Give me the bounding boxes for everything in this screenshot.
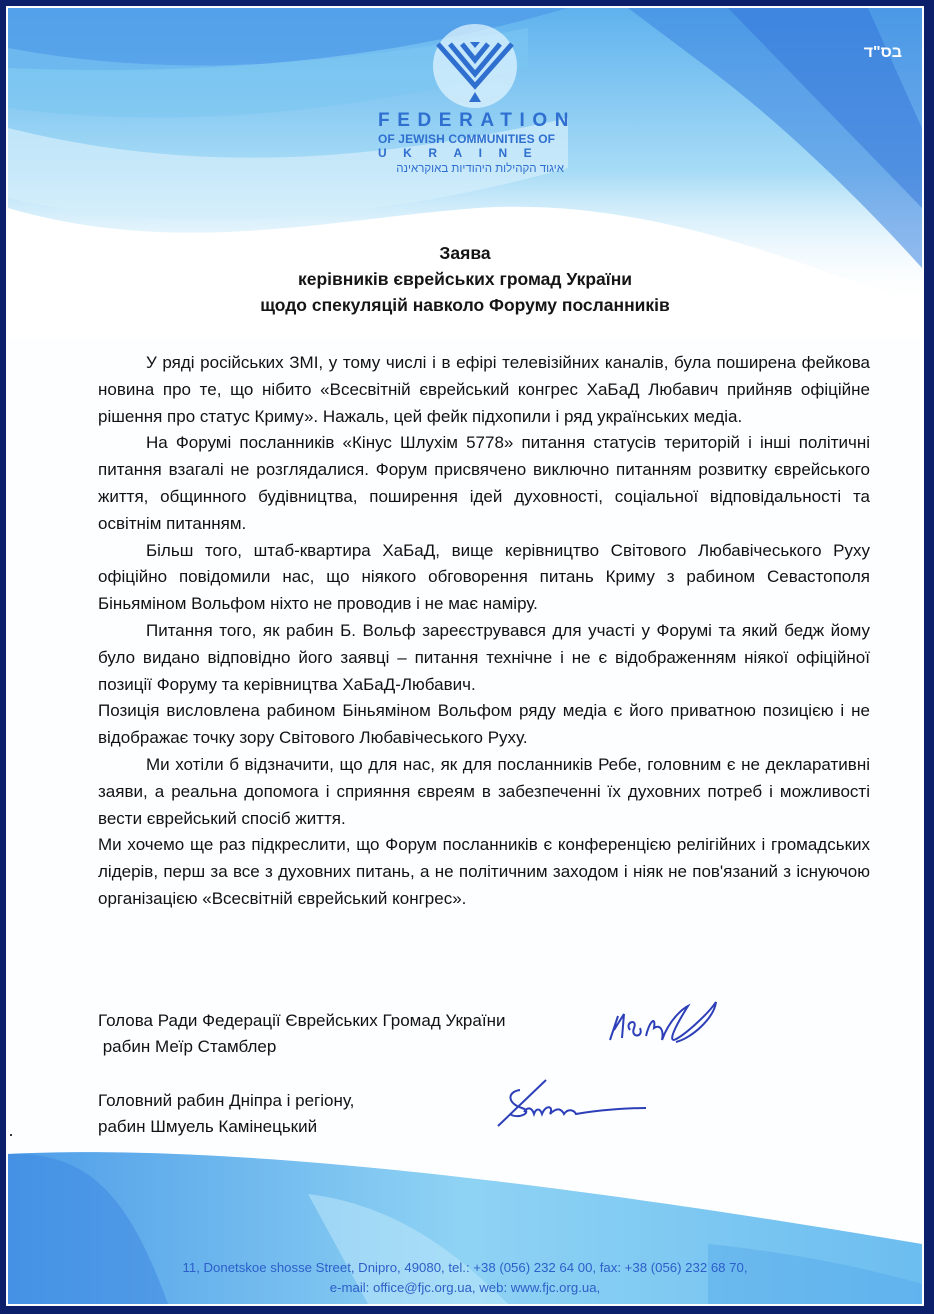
footer-email-web: e-mail: office@fjc.org.ua, web: www.fjc.org.ua, [329,1280,601,1295]
menorah-logo-icon [420,24,530,104]
paragraph-forum-topics: На Форумі посланників «Кінус Шлухім 5778» питання статусів територій і інші політичні питання взагалі не розглядалися. Форум присвячено виключно питанням розвитку єврейського життя, общинного будівництва, поширення ідей духовності, соціальної відповідальності та освітнім питанням. [98,433,870,533]
paragraph-headquarters: Більш того, штаб-квартира ХаБаД, вище керівництво Світового Любавічеського Руху офіційно повідомили нас, що ніякого обговорення питань Криму з рабином Севастополя Біньяміном Вольфом ніхто не проводив і не має наміру. [98,540,870,614]
paragraph-registration: Питання того, як рабин Б. Вольф зареєструвався для участі у Форумі та який бедж йому було видано відповідно його заявці – питання технічне і не є відображенням ніякої офіційної позиції Форуму та керівництва ХаБаД-Любавич. [98,620,870,694]
org-name-jewish-communities: OF JEWISH COMMUNITIES OF [378,132,556,146]
signature-kaminetsky-icon [488,1070,648,1130]
paragraph-fake-news: У ряді російських ЗМІ, у тому числі і в ефірі телевізійних каналів, була поширена фейкова новина про те, що нібито «Всесвітній єврейський конгрес ХаБаД Любавич прийняв офіційне рішення про статус Криму». Нажаль, цей фейк підхопили і ряд українських медіа. [98,353,870,426]
footer-address-phone: 11, Donetskoe shosse Street, Dnipro, 49080, tel.: +38 (056) 232 64 00, fax: +38 (056) 232 68 70, [182,1260,748,1275]
signatory-stambler [98,1008,505,1060]
document-body [98,350,870,913]
title-line-statement: Заява [439,243,491,263]
letter-page [6,6,924,1306]
footer-contact [8,1258,922,1298]
org-name-federation: FEDERATION [378,110,577,131]
organization-name [378,110,578,177]
signatory-name: рабин Меїр Стамблер [98,1037,277,1056]
signatory-name: рабин Шмуель Камінецький [98,1117,318,1136]
paragraph-conclusion: Ми хочемо ще раз підкреслити, що Форум посланників є конференцією релігійних і громадських лідерів, перш за все з духовних питань, а не політичним заходом і ніяк не пов'язаний з існуючою організацією «Всесвітній єврейський конгрес». [98,835,870,908]
document-title [8,240,922,318]
signatory-position: Голова Ради Федерації Єврейських Громад України [98,1011,506,1030]
title-line-subject: щодо спекуляцій навколо Форуму посланників [260,295,670,315]
signature-stambler-icon [604,1000,724,1050]
org-name-hebrew: איגוד הקהילות היהודיות באוקראינה [396,163,564,175]
org-name-ukraine: UKRAINE [378,146,549,160]
scan-artifact [10,1134,12,1136]
paragraph-real-help: Ми хотіли б відзначити, що для нас, як для посланників Ребе, головним є не декларативні заяви, а реальна допомога і сприяння євреям в забезпеченні їх духовних потреб і можливості вести єврейський спосіб життя. [98,754,870,828]
bsd-mark: בס"ד [863,44,902,61]
title-line-leaders: керівників єврейських громад України [297,269,633,289]
paragraph-private-position: Позиція висловлена рабином Біньяміном Вольфом ряду медіа є його приватною позицією і не відображає точку зору Світового Любавічеського Руху. [98,701,870,748]
signatory-position: Головний рабин Дніпра і регіону, [98,1091,355,1110]
signatory-kaminetsky [98,1088,354,1140]
letter-sheet [8,8,922,1304]
